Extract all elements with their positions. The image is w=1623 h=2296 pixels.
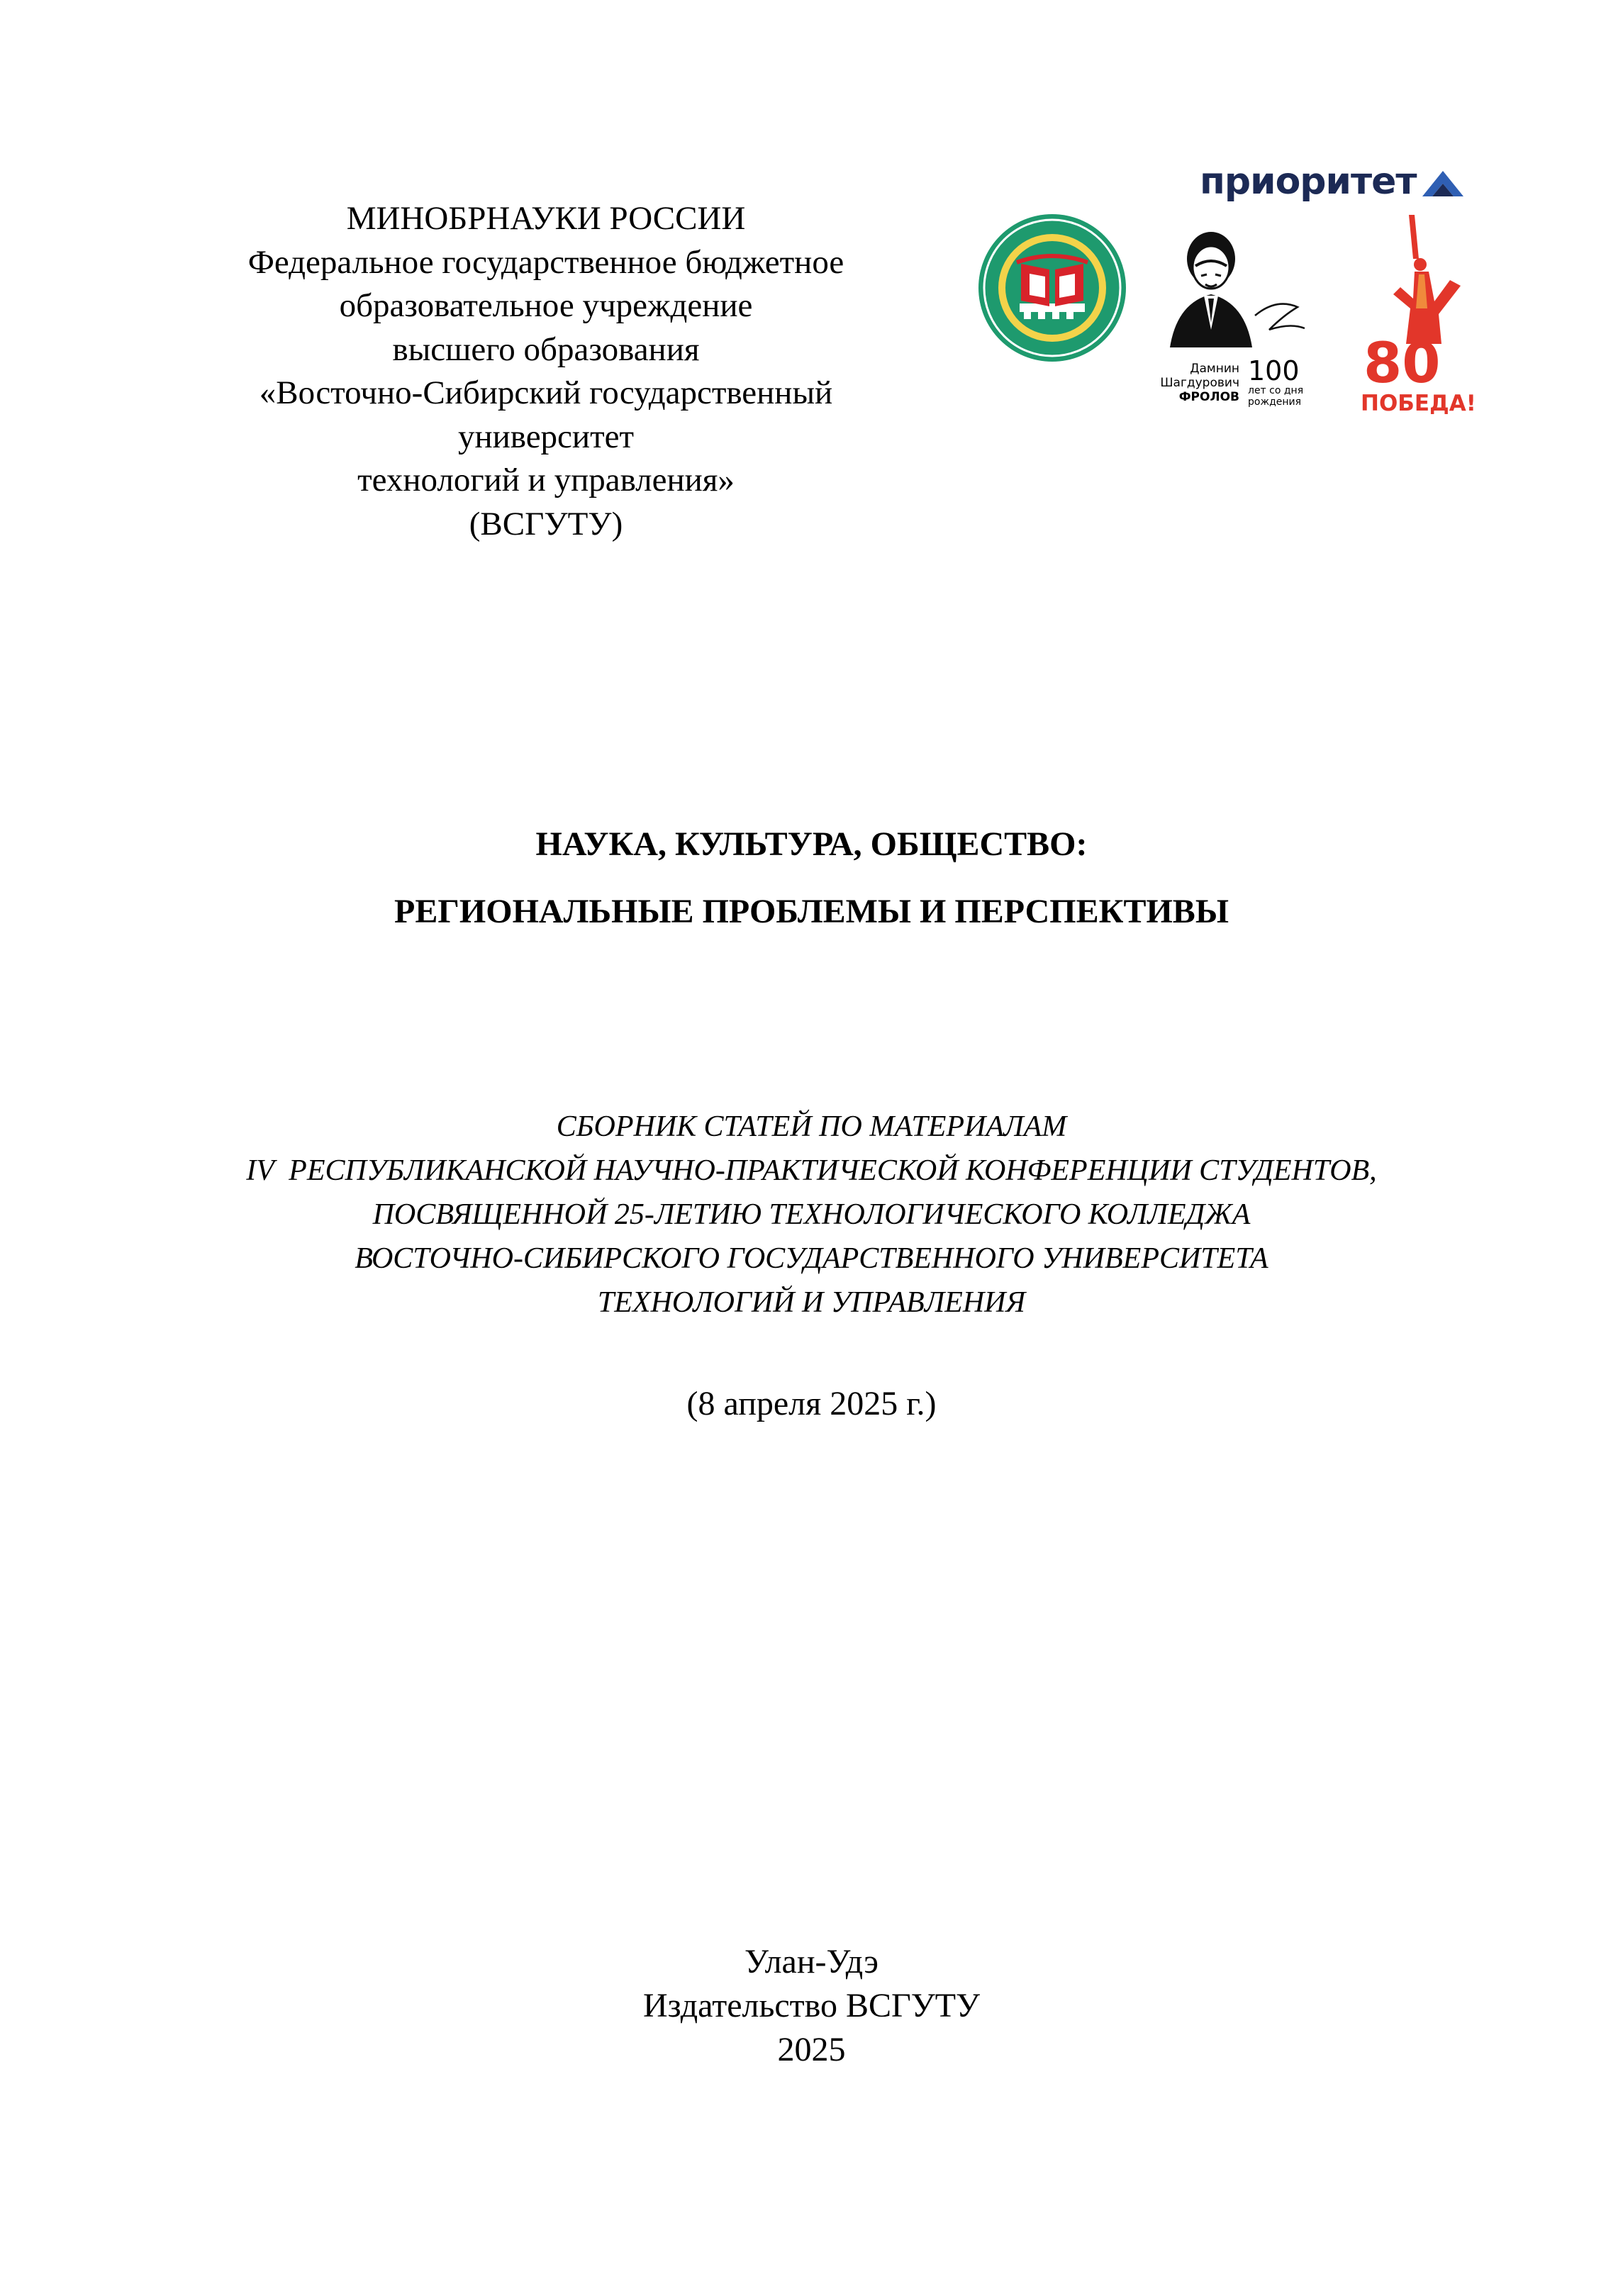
motherland-statue-icon	[1351, 209, 1475, 344]
victory-text: ПОБЕДА!	[1361, 391, 1476, 416]
org-line: «Восточно-Сибирский государственный	[259, 374, 833, 411]
imprint	[0, 1940, 1623, 2072]
org-line: университет	[457, 418, 635, 455]
university-emblem	[977, 213, 1127, 363]
org-line: образовательное учреждение	[339, 287, 753, 324]
frolov-years: 100	[1248, 355, 1300, 386]
frolov-middle-name: Шагдурович	[1160, 376, 1239, 390]
imprint-year: 2025	[777, 2031, 846, 2068]
frolov-caption: лет со дня	[1248, 385, 1304, 396]
frolov-first-name: Дамнин	[1190, 362, 1239, 376]
priority-arrow-icon	[1421, 169, 1465, 198]
title-line: РЕГИОНАЛЬНЫЕ ПРОБЛЕМЫ И ПЕРСПЕКТИВЫ	[394, 893, 1229, 930]
collection-line: IV РЕСПУБЛИКАНСКОЙ НАУЧНО-ПРАКТИЧЕСКОЙ КОНФЕРЕНЦИИ СТУДЕНТОВ,	[246, 1154, 1377, 1187]
university-emblem-icon	[977, 213, 1127, 363]
victory-80-logo	[1351, 209, 1475, 425]
frolov-anniversary-logo	[1156, 223, 1326, 411]
conference-date: (8 апреля 2025 г.)	[686, 1385, 937, 1422]
collection-line: СБОРНИК СТАТЕЙ ПО МАТЕРИАЛАМ	[556, 1110, 1067, 1143]
document-title	[0, 810, 1623, 945]
collection-description	[0, 1105, 1623, 1325]
org-line: Федеральное государственное бюджетное	[247, 243, 844, 281]
priority-logo-text: приоритет	[1200, 160, 1417, 203]
victory-number: 80	[1363, 332, 1441, 396]
portrait-icon	[1156, 223, 1326, 358]
org-line: высшего образования	[392, 330, 700, 368]
collection-line: ТЕХНОЛОГИЙ И УПРАВЛЕНИЯ	[597, 1286, 1026, 1319]
priority-logo	[1200, 160, 1497, 210]
collection-line: ВОСТОЧНО-СИБИРСКОГО ГОСУДАРСТВЕННОГО УНИВЕРСИТЕТА	[355, 1242, 1268, 1275]
organization-header	[184, 197, 908, 546]
frolov-caption: рождения	[1248, 396, 1302, 408]
title-line: НАУКА, КУЛЬТУРА, ОБЩЕСТВО:	[535, 825, 1088, 863]
ministry-name: МИНОБРНАУКИ РОССИИ	[346, 200, 746, 237]
imprint-city: Улан-Удэ	[744, 1943, 879, 1980]
org-abbreviation: (ВСГУТУ)	[469, 505, 623, 542]
collection-line: ПОСВЯЩЕННОЙ 25-ЛЕТИЮ ТЕХНОЛОГИЧЕСКОГО КОЛЛЕДЖА	[372, 1198, 1251, 1231]
frolov-last-name: ФРОЛОВ	[1178, 390, 1239, 404]
org-line: технологий и управления»	[357, 462, 735, 498]
imprint-publisher: Издательство ВСГУТУ	[642, 1987, 981, 2024]
